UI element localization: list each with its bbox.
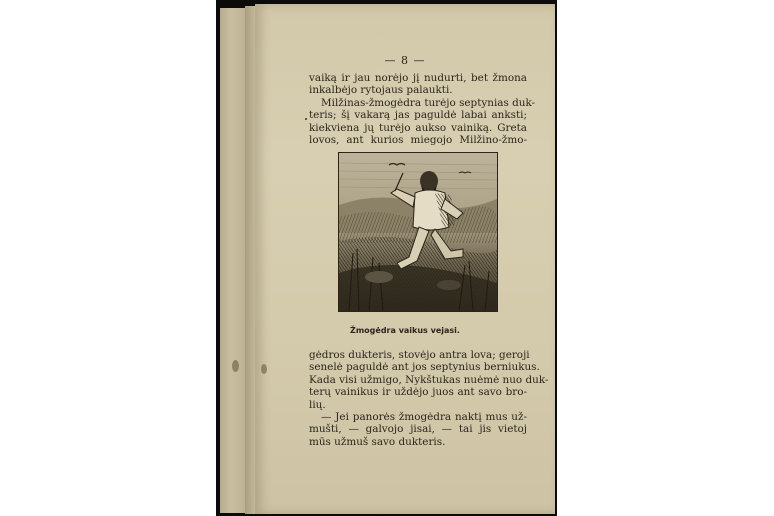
illustration-caption: Žmogėdra vaikus vejasi. (350, 326, 460, 335)
binding-hole-mark (261, 364, 267, 374)
text-line: gėdros dukteris, stovėjo antra lova; geroji (309, 349, 530, 361)
paragraph-bottom (309, 349, 549, 448)
illustration-ogre-chasing (338, 152, 498, 312)
paragraph-top (309, 72, 536, 147)
text-line: — Jei panorės žmogėdra naktį mus už- (321, 411, 527, 424)
text-line: lių. (309, 398, 326, 411)
text-line: senelė paguldė ant jos septynius berniukus. (309, 361, 540, 374)
text-line: vaiką ir jau norėjo jį nudurti, bet žmona (309, 72, 527, 84)
binding-hole-mark (232, 360, 239, 372)
text-line: kiekviena jų turėjo aukso vainiką. Greta (309, 121, 527, 134)
back-page-edge (220, 8, 247, 513)
text-line: Milžinas-žmogėdra turėjo septynias duk- (321, 96, 536, 109)
text-line: mušti, — galvojo jisai, — tai jis vietoj (309, 423, 527, 436)
illustration-drawing (339, 153, 497, 311)
text-line: terų vainikus ir uždėjo juos ant savo bro- (309, 386, 527, 399)
page-number: — 8 — (384, 54, 426, 67)
text-line: teris; šį vakarą jas paguldė labai anksti; (309, 109, 527, 122)
text-line: Kada visi užmigo, Nykštukas nuėmė nuo duk- (309, 373, 549, 386)
text-line: lovos, ant kurios miegojo Milžino-žmo- (309, 134, 527, 147)
text-line: mūs užmuš savo dukteris. (309, 435, 446, 448)
ink-speck (305, 118, 307, 120)
text-line: inkalbėjo rytojaus palaukti. (309, 84, 453, 97)
